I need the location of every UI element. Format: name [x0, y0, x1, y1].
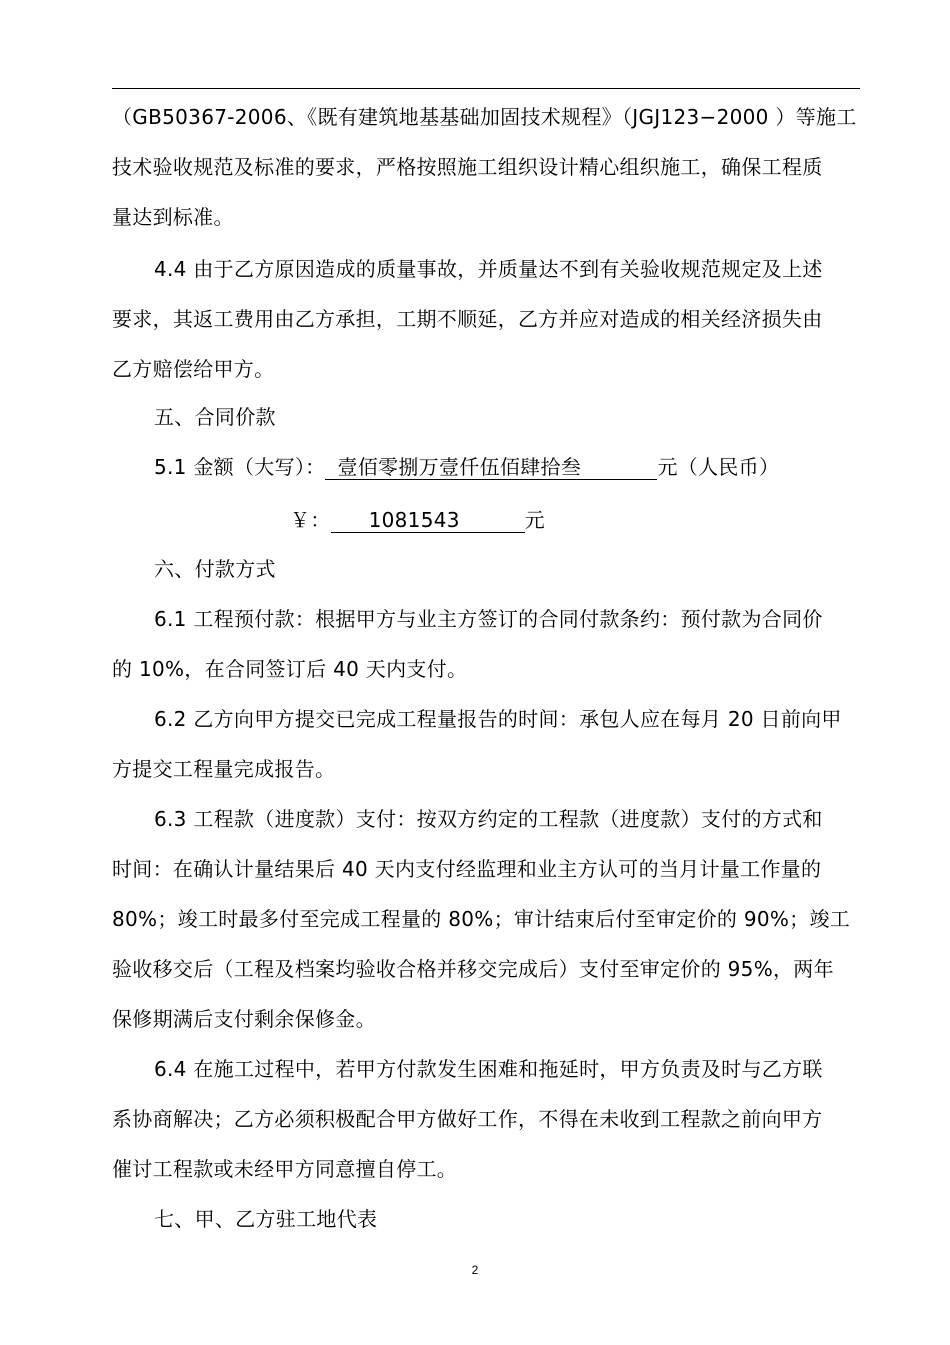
paragraph-line: 6.4 在施工过程中，若甲方付款发生困难和拖延时，甲方负责及时与乙方联	[154, 1057, 823, 1081]
paragraph-line: 时间：在确认计量结果后 40 天内支付经监理和业主方认可的当月计量工作量的	[112, 857, 822, 881]
paragraph-line: 的 10%，在合同签订后 40 天内支付。	[112, 657, 468, 681]
paragraph-line: 方提交工程量完成报告。	[112, 757, 336, 781]
page-number: 2	[471, 1263, 479, 1277]
amount-unit: 元（人民币）	[657, 455, 780, 479]
section-heading: 六、付款方式	[154, 557, 276, 581]
amount-words-line	[154, 453, 914, 481]
yen-unit: 元	[524, 508, 545, 532]
amount-number-line	[290, 506, 950, 534]
paragraph-line: 6.3 工程款（进度款）支付：按双方约定的工程款（进度款）支付的方式和	[154, 807, 823, 831]
paragraph-line: 6.1 工程预付款：根据甲方与业主方签订的合同付款条约：预付款为合同价	[154, 607, 823, 631]
paragraph-line: 系协商解决；乙方必须积极配合甲方做好工作，不得在未收到工程款之前向甲方	[112, 1107, 823, 1131]
header-rule	[112, 88, 860, 89]
amount-number: 1081543	[331, 508, 525, 533]
paragraph-line: 乙方赔偿给甲方。	[112, 357, 275, 381]
paragraph-line: 6.2 乙方向甲方提交已完成工程量报告的时间：承包人应在每月 20 日前向甲	[154, 707, 842, 731]
amount-words: 壹佰零捌万壹仟伍佰肆拾叁	[325, 455, 657, 480]
section-heading: 五、合同价款	[154, 405, 276, 429]
yen-label: ￥：	[290, 508, 331, 532]
amount-label: 5.1 金额（大写）：	[154, 455, 326, 479]
paragraph-line: 验收移交后（工程及档案均验收合格并移交完成后）支付至审定价的 95%，两年	[112, 957, 834, 981]
paragraph-line: 4.4 由于乙方原因造成的质量事故，并质量达不到有关验收规范规定及上述	[154, 257, 823, 281]
paragraph-line: 保修期满后支付剩余保修金。	[112, 1007, 376, 1031]
paragraph-line: 催讨工程款或未经甲方同意擅自停工。	[112, 1157, 458, 1181]
paragraph-line: 80%；竣工时最多付至完成工程量的 80%；审计结束后付至审定价的 90%；竣工	[112, 907, 851, 931]
paragraph-line: （GB50367-2006、《既有建筑地基基础加固技术规程》（JGJ123−2000 ）等施工	[112, 105, 857, 129]
paragraph-line: 要求，其返工费用由乙方承担，工期不顺延，乙方并应对造成的相关经济损失由	[112, 307, 823, 331]
section-heading: 七、甲、乙方驻工地代表	[154, 1207, 378, 1231]
paragraph-line: 技术验收规范及标准的要求，严格按照施工组织设计精心组织施工，确保工程质	[112, 155, 823, 179]
paragraph-line: 量达到标准。	[112, 205, 234, 229]
